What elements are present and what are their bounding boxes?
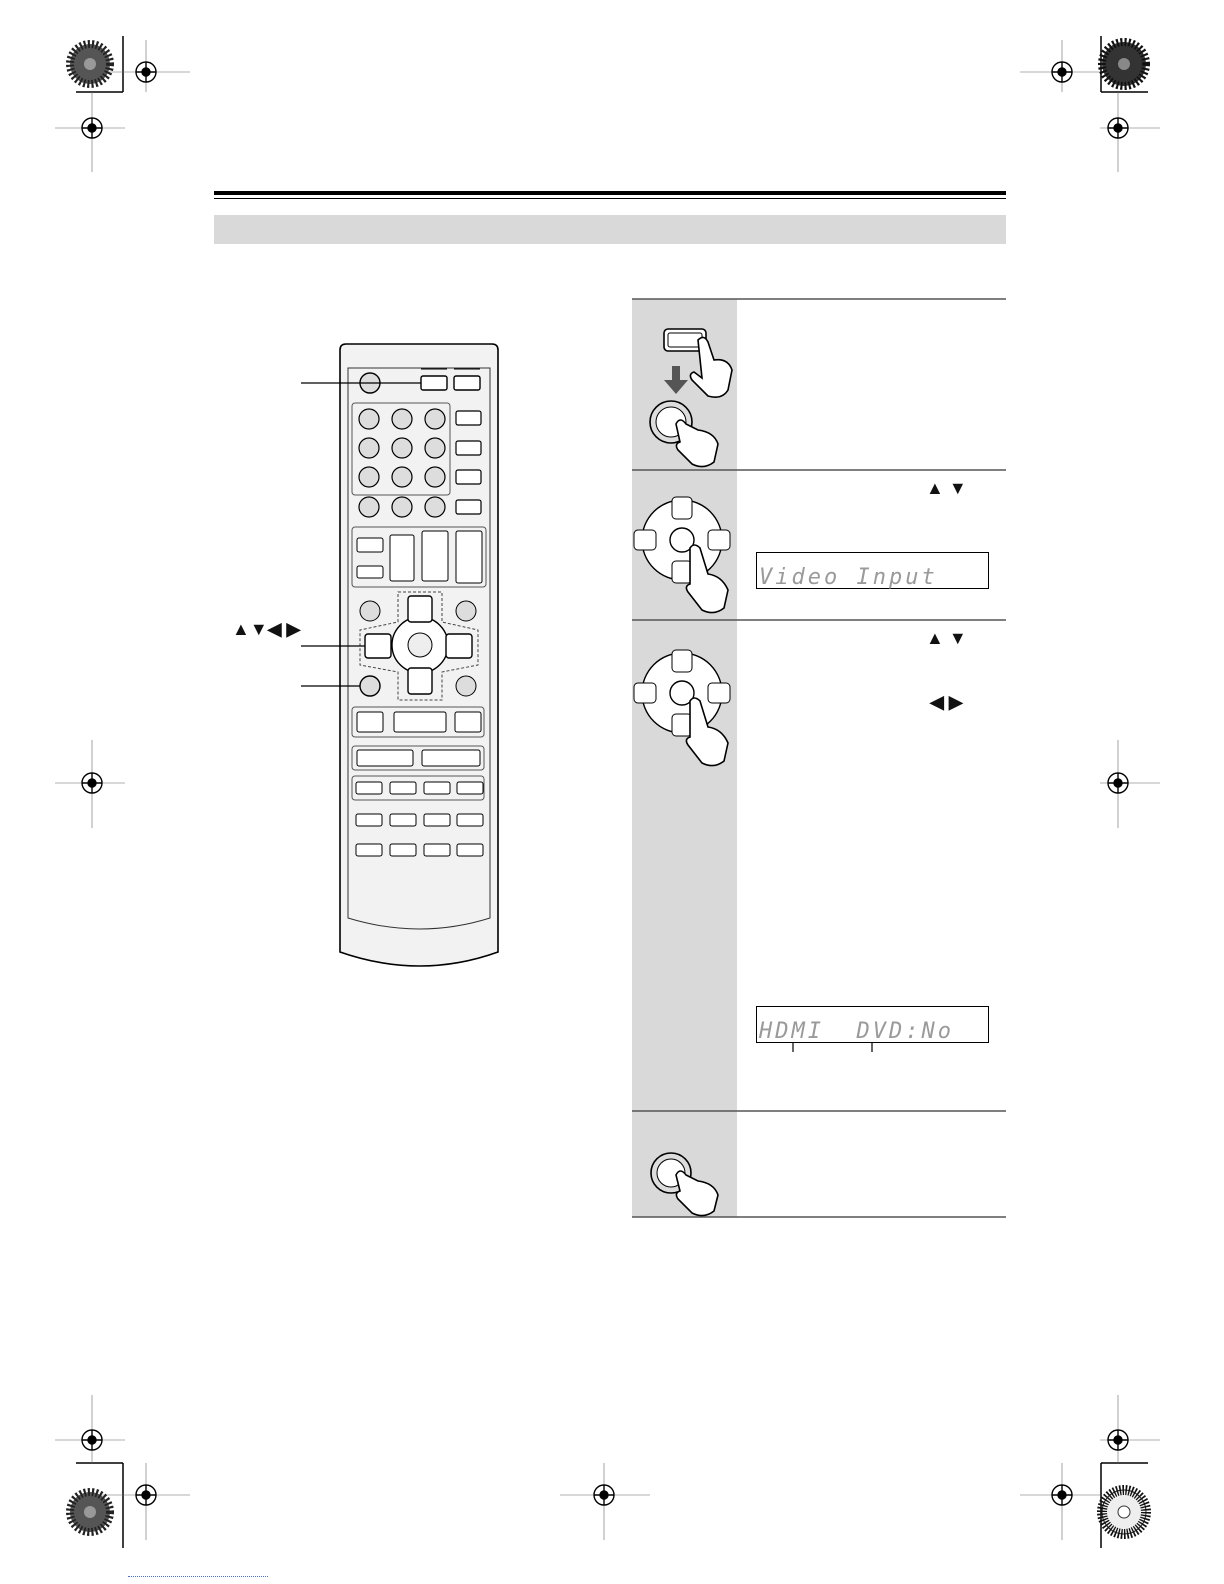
step2-updown-arrows: ▲ ▼	[926, 478, 967, 498]
remote-arrows-callout-label: ▲▼◀ ▶	[232, 619, 301, 639]
step3-display-text: HDMI DVD:No	[759, 1019, 954, 1044]
step2-display-text: Video Input	[759, 565, 938, 590]
bottom-link-underline	[128, 1576, 268, 1577]
step3-updown-arrows: ▲ ▼	[926, 628, 967, 648]
step3-leftright-arrows: ◀ ▶	[930, 692, 963, 712]
